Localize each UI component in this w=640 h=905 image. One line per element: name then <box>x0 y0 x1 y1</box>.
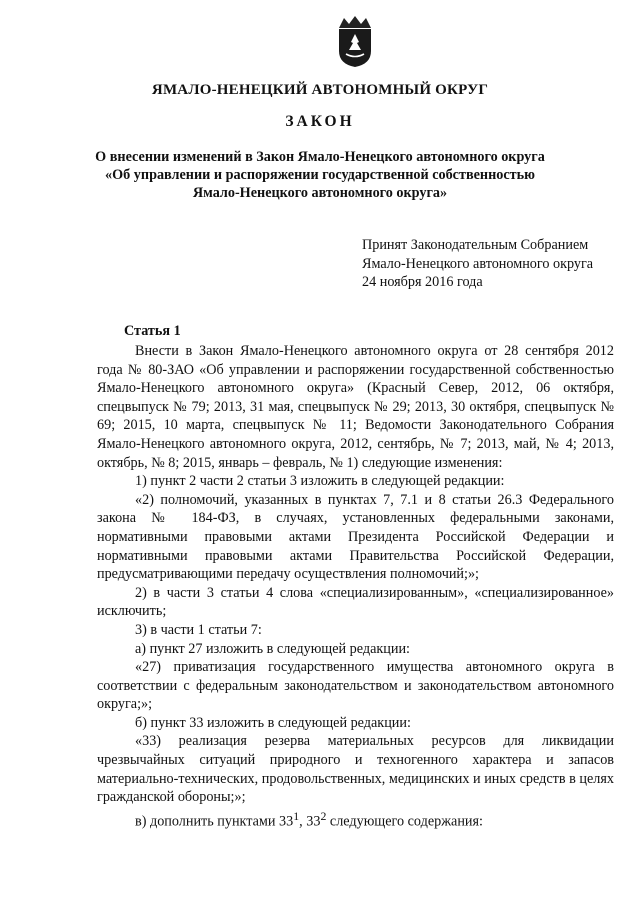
article-paragraph: Внести в Закон Ямало-Ненецкого автономного округа от 28 сентября 2012 года № 80-ЗАО «Об управлении и распоряжении государственной собственностью Ямало-Ненецкого автономного округа» (Красный Север, 2012, 06 октября, спецвыпуск № 79; 2013, 31 мая, спецвыпуск № 29; 2013, 30 октября, спецвыпуск № 69; 2015, 10 марта, спецвыпуск № 11; Ведомости Законодательного Собрания Ямало-Ненецкого автономного округа, 2012, сентябрь, № 7; 2013, май, № 4; 2013, октябрь, № 8; 2015, январь – февраль, № 1) следующие изменения: <box>97 343 614 471</box>
article-paragraph: а) пункт 27 изложить в следующей редакции: <box>135 640 410 657</box>
article-paragraph: «2) полномочий, указанных в пунктах 7, 7.1 и 8 статьи 26.3 Федерального закона № 184-ФЗ, в случаях, установленных федеральными законами, нормативными правовыми актами Президента Российской Федерации и нормативными правовыми актами Правительства Российской Федерации, предусматривающими передачу осуществления полномочий;»; <box>97 491 614 583</box>
article-body <box>97 342 614 831</box>
article-paragraph: 1) пункт 2 части 2 статьи 3 изложить в следующей редакции: <box>135 473 505 490</box>
law-title <box>90 148 550 202</box>
last-line-prefix: в) дополнить пунктами 33 <box>135 813 294 830</box>
article-paragraph: «27) приватизация государственного имущества автономного округа в соответствии с федеральным законодательством и законодательством автономного округа;»; <box>97 659 614 713</box>
law-title-line: «Об управлении и распоряжении государственной собственностью <box>105 167 535 183</box>
law-title-line: Ямало-Ненецкого автономного округа» <box>192 185 448 201</box>
article-paragraph: б) пункт 33 изложить в следующей редакции: <box>135 714 411 731</box>
last-line-suffix: следующего содержания: <box>326 813 483 830</box>
article-paragraph: 3) в части 1 статьи 7: <box>135 621 262 638</box>
region-name: ЯМАЛО-НЕНЕЦКИЙ АВТОНОМНЫЙ ОКРУГ <box>151 82 489 98</box>
adoption-note <box>362 236 593 292</box>
adoption-date: 24 ноября 2016 года <box>362 274 483 290</box>
superscript-2: 2 <box>320 808 327 823</box>
document-type: ЗАКОН <box>285 113 355 130</box>
adoption-line: Принят Законодательным Собранием <box>362 237 589 253</box>
adoption-line: Ямало-Ненецкого автономного округа <box>362 255 594 272</box>
coat-of-arms-icon <box>336 14 374 68</box>
law-title-line: О внесении изменений в Закон Ямало-Ненецкого автономного округа <box>95 149 545 165</box>
last-line-mid: , 33 <box>299 813 321 830</box>
superscript-1: 1 <box>293 808 300 823</box>
article-heading: Статья 1 <box>124 323 181 339</box>
article-paragraph-last <box>97 807 614 831</box>
article-paragraph: 2) в части 3 статьи 4 слова «специализированным», «специализированное» исключить; <box>97 584 614 620</box>
article-paragraph: «33) реализация резерва материальных ресурсов для ликвидации чрезвычайных ситуаций природного и техногенного характера и запасов материально-технических, продовольственных, медицинских и иных средств в целях гражданской обороны;»; <box>97 733 614 806</box>
